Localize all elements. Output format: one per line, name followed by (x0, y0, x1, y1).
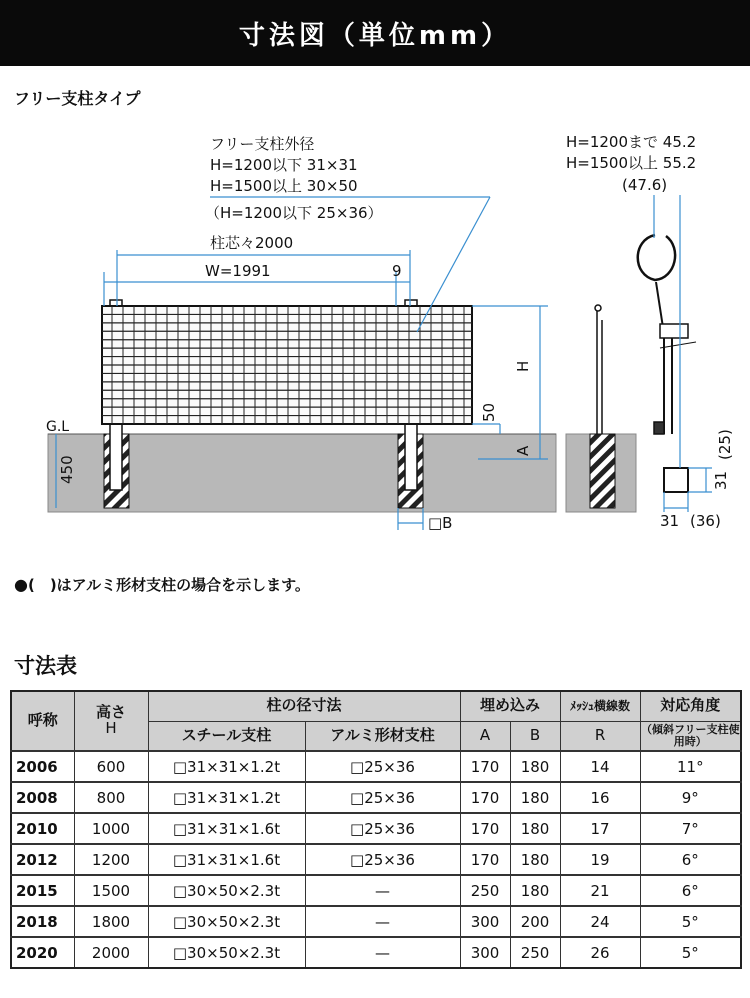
cell-a: 250 (460, 875, 510, 906)
header-a: A (460, 721, 510, 751)
cell-code: 2015 (11, 875, 74, 906)
cell-code: 2012 (11, 844, 74, 875)
header-height-top: 高さ (95, 703, 126, 722)
dimension-table (10, 690, 742, 969)
note (14, 574, 310, 595)
cell-b: 180 (510, 844, 560, 875)
cell-r: 24 (560, 906, 640, 937)
cell-r: 16 (560, 782, 640, 813)
side-line1: H=1200まで 45.2 (566, 133, 697, 151)
cell-h: 1800 (74, 906, 148, 937)
cell-code: 2010 (11, 813, 74, 844)
banner-title: 寸法図（単位mm） (238, 20, 512, 51)
cell-a: 170 (460, 782, 510, 813)
diagram-subtitle: フリー支柱タイプ (14, 89, 141, 108)
header-steel: スチール支柱 (148, 721, 305, 751)
dim-31-vertical-label: 31 (712, 470, 730, 490)
note-text: ( )はアルミ形材支柱の場合を示します。 (27, 576, 310, 594)
dim-a-label: A (514, 445, 532, 456)
height-label: H (514, 360, 532, 372)
cell-a: 300 (460, 937, 510, 968)
table-row (11, 782, 741, 813)
cell-r: 26 (560, 937, 640, 968)
cell-steel: □31×31×1.6t (148, 844, 305, 875)
cell-h: 1000 (74, 813, 148, 844)
header-mesh-bottom: R (560, 721, 640, 751)
pitch-label: 柱芯々2000 (210, 234, 294, 252)
cell-r: 19 (560, 844, 640, 875)
side-line2: H=1500以上 55.2 (566, 154, 697, 172)
cell-code: 2020 (11, 937, 74, 968)
cell-steel: □30×50×2.3t (148, 937, 305, 968)
dim-450-label: 450 (58, 455, 76, 484)
cell-r: 17 (560, 813, 640, 844)
post-spec-line3: （H=1200以下 25×36） (205, 204, 383, 222)
cell-b: 180 (510, 813, 560, 844)
dim-25-label: (25) (716, 429, 734, 460)
width-label: W=1991 (205, 262, 271, 280)
post-spec-line2: H=1500以上 30×50 (210, 177, 358, 195)
mesh-panel (102, 306, 472, 424)
cell-a: 300 (460, 906, 510, 937)
cell-angle: 7° (640, 813, 741, 844)
table-row (11, 875, 741, 906)
cell-b: 180 (510, 782, 560, 813)
note-bullet: ● (14, 575, 28, 594)
header-post-group: 柱の径寸法 (148, 691, 460, 721)
header-angle-top: 対応角度 (640, 691, 741, 721)
cell-b: 200 (510, 906, 560, 937)
header-mesh-top: ﾒｯｼｭ横線数 (560, 691, 640, 721)
dim-36-label: (36) (690, 512, 721, 530)
post-spec-line1: H=1200以下 31×31 (210, 156, 358, 174)
cell-b: 180 (510, 751, 560, 782)
cell-angle: 5° (640, 906, 741, 937)
cell-a: 170 (460, 844, 510, 875)
cell-angle: 6° (640, 844, 741, 875)
cell-alu: □25×36 (305, 813, 460, 844)
header-height (74, 691, 148, 751)
cell-a: 170 (460, 751, 510, 782)
cell-code: 2006 (11, 751, 74, 782)
cell-steel: □31×31×1.2t (148, 782, 305, 813)
cell-steel: □30×50×2.3t (148, 875, 305, 906)
cell-steel: □31×31×1.2t (148, 751, 305, 782)
cell-h: 2000 (74, 937, 148, 968)
cell-h: 1500 (74, 875, 148, 906)
header-b: B (510, 721, 560, 751)
header-embed-group: 埋め込み (460, 691, 560, 721)
cell-alu: □25×36 (305, 751, 460, 782)
table-row (11, 937, 741, 968)
dimension-diagram (0, 110, 750, 530)
footing-side (590, 434, 615, 508)
side-dimension-lines (654, 195, 712, 512)
cell-a: 170 (460, 813, 510, 844)
header-alu: アルミ形材支柱 (305, 721, 460, 751)
gl-label: G.L (46, 419, 70, 435)
cell-h: 800 (74, 782, 148, 813)
cell-r: 14 (560, 751, 640, 782)
post-spec-title: フリー支柱外径 (210, 135, 315, 153)
table-title: 寸法表 (14, 654, 77, 678)
page-banner (0, 0, 750, 66)
cell-alu: □25×36 (305, 782, 460, 813)
cell-h: 1200 (74, 844, 148, 875)
gap-label: 9 (392, 262, 402, 280)
cell-angle: 5° (640, 937, 741, 968)
cell-steel: □30×50×2.3t (148, 906, 305, 937)
cell-alu: — (305, 875, 460, 906)
cell-code: 2008 (11, 782, 74, 813)
dim-50-label: 50 (480, 402, 498, 422)
cell-b: 250 (510, 937, 560, 968)
dim-b-label: □B (428, 514, 453, 530)
table-row (11, 813, 741, 844)
cell-alu: — (305, 937, 460, 968)
side-line3: (47.6) (622, 176, 668, 194)
header-height-bottom: H (105, 719, 117, 737)
header-angle-bottom: （傾斜フリー支柱使用時） (640, 721, 741, 751)
cell-angle: 9° (640, 782, 741, 813)
cell-r: 21 (560, 875, 640, 906)
cell-code: 2018 (11, 906, 74, 937)
cell-alu: — (305, 906, 460, 937)
cell-alu: □25×36 (305, 844, 460, 875)
dim-31-horizontal-label: 31 (660, 512, 680, 530)
cell-h: 600 (74, 751, 148, 782)
cell-angle: 6° (640, 875, 741, 906)
cell-steel: □31×31×1.6t (148, 813, 305, 844)
table-row (11, 844, 741, 875)
header-code: 呼称 (11, 691, 74, 751)
cell-b: 180 (510, 875, 560, 906)
cell-angle: 11° (640, 751, 741, 782)
table-row (11, 906, 741, 937)
table-row (11, 751, 741, 782)
